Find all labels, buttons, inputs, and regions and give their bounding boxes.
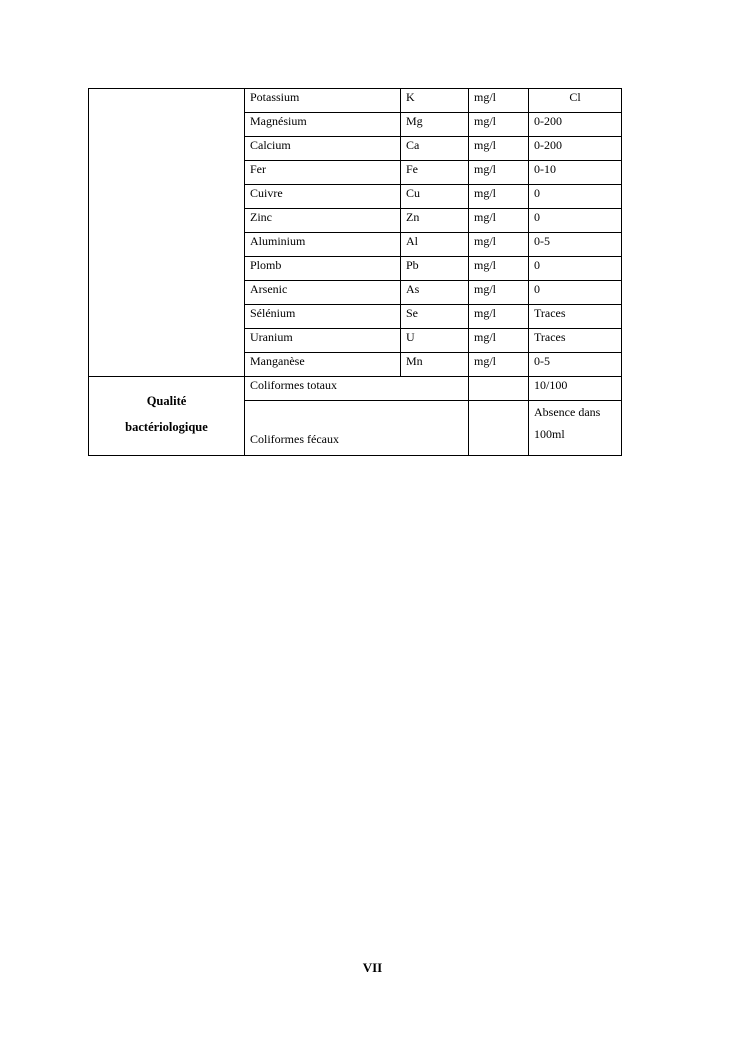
element-unit: mg/l: [469, 329, 529, 353]
element-value: 0-10: [529, 161, 622, 185]
element-name: Arsenic: [245, 281, 401, 305]
water-quality-table: [88, 88, 622, 456]
element-unit: mg/l: [469, 137, 529, 161]
element-name: Sélénium: [245, 305, 401, 329]
element-unit: mg/l: [469, 113, 529, 137]
element-name: Potassium: [245, 89, 401, 113]
element-name: Cuivre: [245, 185, 401, 209]
group-label-line1: Qualité: [146, 394, 187, 408]
bacteriological-quality-label: [89, 377, 245, 456]
element-symbol: Al: [401, 233, 469, 257]
element-symbol: Cu: [401, 185, 469, 209]
element-name: Plomb: [245, 257, 401, 281]
page-number: VII: [362, 960, 383, 975]
element-name: Fer: [245, 161, 401, 185]
coliform-name: Coliformes fécaux: [245, 401, 469, 456]
element-unit: mg/l: [469, 353, 529, 377]
coliform-unit-empty: [469, 401, 529, 456]
element-name: Uranium: [245, 329, 401, 353]
element-unit: mg/l: [469, 257, 529, 281]
element-symbol: Zn: [401, 209, 469, 233]
element-symbol: Fe: [401, 161, 469, 185]
element-name: Aluminium: [245, 233, 401, 257]
element-value: 0-5: [529, 233, 622, 257]
element-symbol: Mg: [401, 113, 469, 137]
element-value: 0: [529, 209, 622, 233]
element-unit: mg/l: [469, 185, 529, 209]
element-unit: mg/l: [469, 233, 529, 257]
element-name: Magnésium: [245, 113, 401, 137]
element-unit: mg/l: [469, 209, 529, 233]
element-symbol: K: [401, 89, 469, 113]
element-unit: mg/l: [469, 89, 529, 113]
element-symbol: Se: [401, 305, 469, 329]
element-symbol: As: [401, 281, 469, 305]
element-value: 0: [529, 281, 622, 305]
element-value: 0: [529, 257, 622, 281]
element-name: Manganèse: [245, 353, 401, 377]
element-value: Traces: [529, 329, 622, 353]
element-symbol: U: [401, 329, 469, 353]
coliform-value: 10/100: [529, 377, 622, 401]
element-name: Calcium: [245, 137, 401, 161]
element-unit: mg/l: [469, 305, 529, 329]
element-value: 0-200: [529, 113, 622, 137]
element-unit: mg/l: [469, 161, 529, 185]
table-row: [89, 89, 622, 113]
element-name: Zinc: [245, 209, 401, 233]
element-value: Traces: [529, 305, 622, 329]
coliform-value: Absence dans 100ml: [529, 401, 622, 456]
group-cell-empty: [89, 89, 245, 377]
element-symbol: Ca: [401, 137, 469, 161]
group-label-line2: bactériologique: [125, 420, 208, 434]
element-unit: mg/l: [469, 281, 529, 305]
coliform-name: Coliformes totaux: [245, 377, 469, 401]
element-symbol: Pb: [401, 257, 469, 281]
element-value: 0: [529, 185, 622, 209]
element-symbol: Mn: [401, 353, 469, 377]
element-value: 0-5: [529, 353, 622, 377]
coliform-unit-empty: [469, 377, 529, 401]
element-value: Cl: [529, 89, 622, 113]
table-row: [89, 377, 622, 401]
element-value: 0-200: [529, 137, 622, 161]
